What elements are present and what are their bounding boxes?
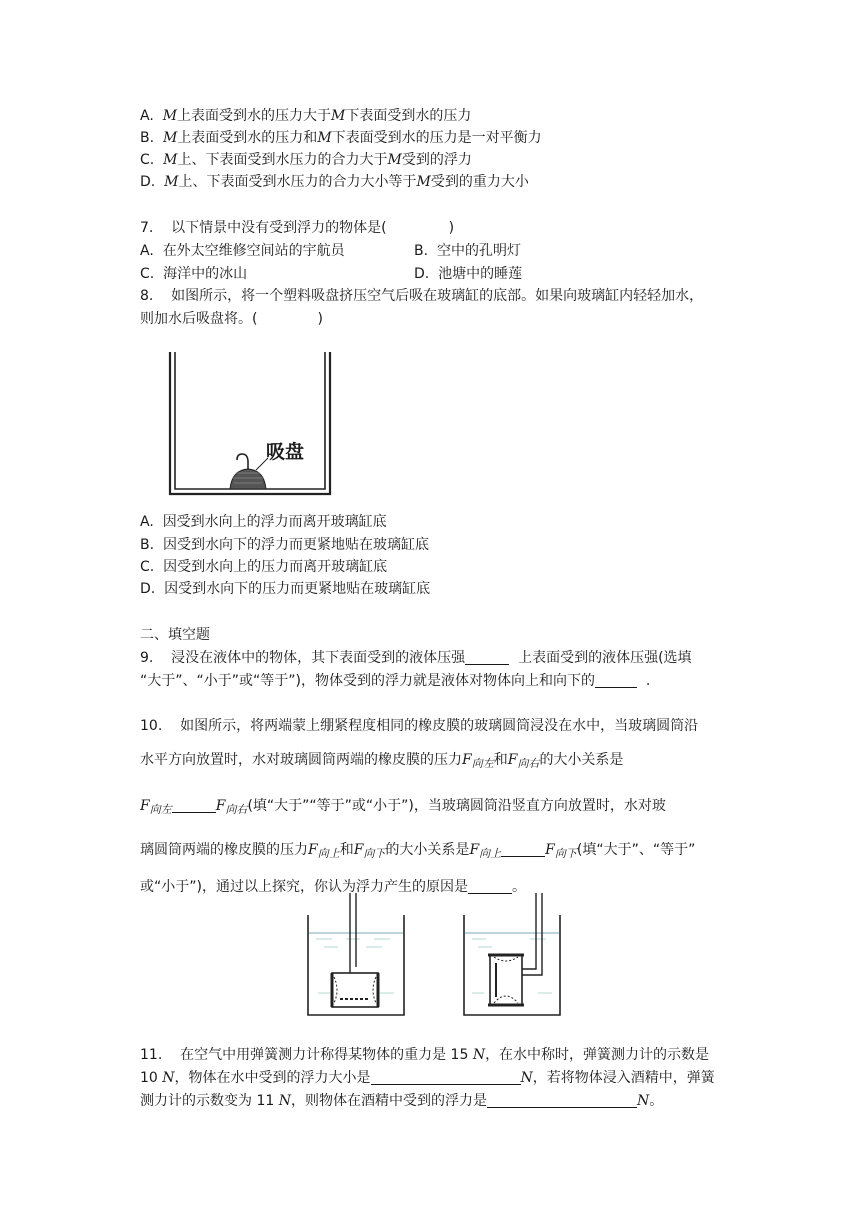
q10-line2: 水平方向放置时，水对玻璃圆筒两端的橡皮膜的压力$F_{向左}$和$F_{向右}$的大小关系是 [140,752,624,770]
q8-option-a: A. 因受到水向上的浮力而离开玻璃缸底 [140,514,387,530]
q7-stem: 7. 以下情景中没有受到浮力的物体是( ) [140,220,455,236]
q8-figure-tank [164,350,336,500]
q8-stem-line2: 则加水后吸盘将。( ) [140,311,323,327]
q10-line1: 10. 如图所示，将两端蒙上绷紧程度相同的橡皮膜的玻璃圆筒浸没在水中，当玻璃圆筒沿 [140,718,699,734]
q8-figure-label: 吸盘 [266,441,305,463]
q6-option-b: B. M上表面受到水的压力和M下表面受到水的压力是一对平衡力 [140,130,542,146]
q6-option-d: D. M上、下表面受到水压力的合力大小等于M受到的重力大小 [140,174,529,190]
section-title-fill-in: 二、填空题 [140,627,210,643]
q10-line5: 或“小于”)，通过以上探究，你认为浮力产生的原因是 。 [140,879,526,895]
q10-figure-vertical [458,893,570,1021]
q6-option-c: C. M上、下表面受到水压力的合力大于M受到的浮力 [140,152,472,168]
q10-line4: 璃圆筒两端的橡皮膜的压力$F_{向上}$和$F_{向下}$的大小关系是$F_{向上}$ $F_{向下}$(填“大于”、“等于” [140,842,696,860]
q9-line1: 9. 浸没在液体中的物体，其下表面受到的液体压强 上表面受到的液体压强(选填 [140,650,692,666]
q10-figure-horizontal [300,893,412,1021]
q7-options-row1: A. 在外太空维修空间站的宇航员 B. 空中的孔明灯 [140,243,521,259]
q8-stem-line1: 8. 如图所示，将一个塑料吸盘挤压空气后吸在玻璃缸的底部。如果向玻璃缸内轻轻加水， [140,288,704,304]
q8-option-c: C. 因受到水向上的压力而离开玻璃缸底 [140,559,388,575]
q11-line1: 11. 在空气中用弹簧测力计称得某物体的重力是 15 N，在水中称时，弹簧测力计的示数是 [140,1047,710,1063]
q11-line2: 10 N，物体在水中受到的浮力大小是 N，若将物体浸入酒精中，弹簧 [140,1070,715,1086]
q8-option-b: B. 因受到水向下的浮力而更紧地贴在玻璃缸底 [140,537,429,553]
q10-line3: $F_{向左}$ $F_{向右}$(填“大于”“等于”或“小于”)，当玻璃圆筒沿竖直方向放置时，水对玻 [140,798,666,816]
q9-line2: “大于”、“小于”或“等于”)，物体受到的浮力就是液体对物体向上和向下的 . [140,673,651,689]
q8-option-d: D. 因受到水向下的压力而更紧地贴在玻璃缸底 [140,581,431,597]
q7-options-row2: C. 海洋中的冰山 D. 池塘中的睡莲 [140,266,523,282]
q6-option-a: A. M上表面受到水的压力大于M下表面受到水的压力 [140,108,472,124]
q11-line3: 测力计的示数变为 11 N，则物体在酒精中受到的浮力是 N。 [140,1093,664,1109]
